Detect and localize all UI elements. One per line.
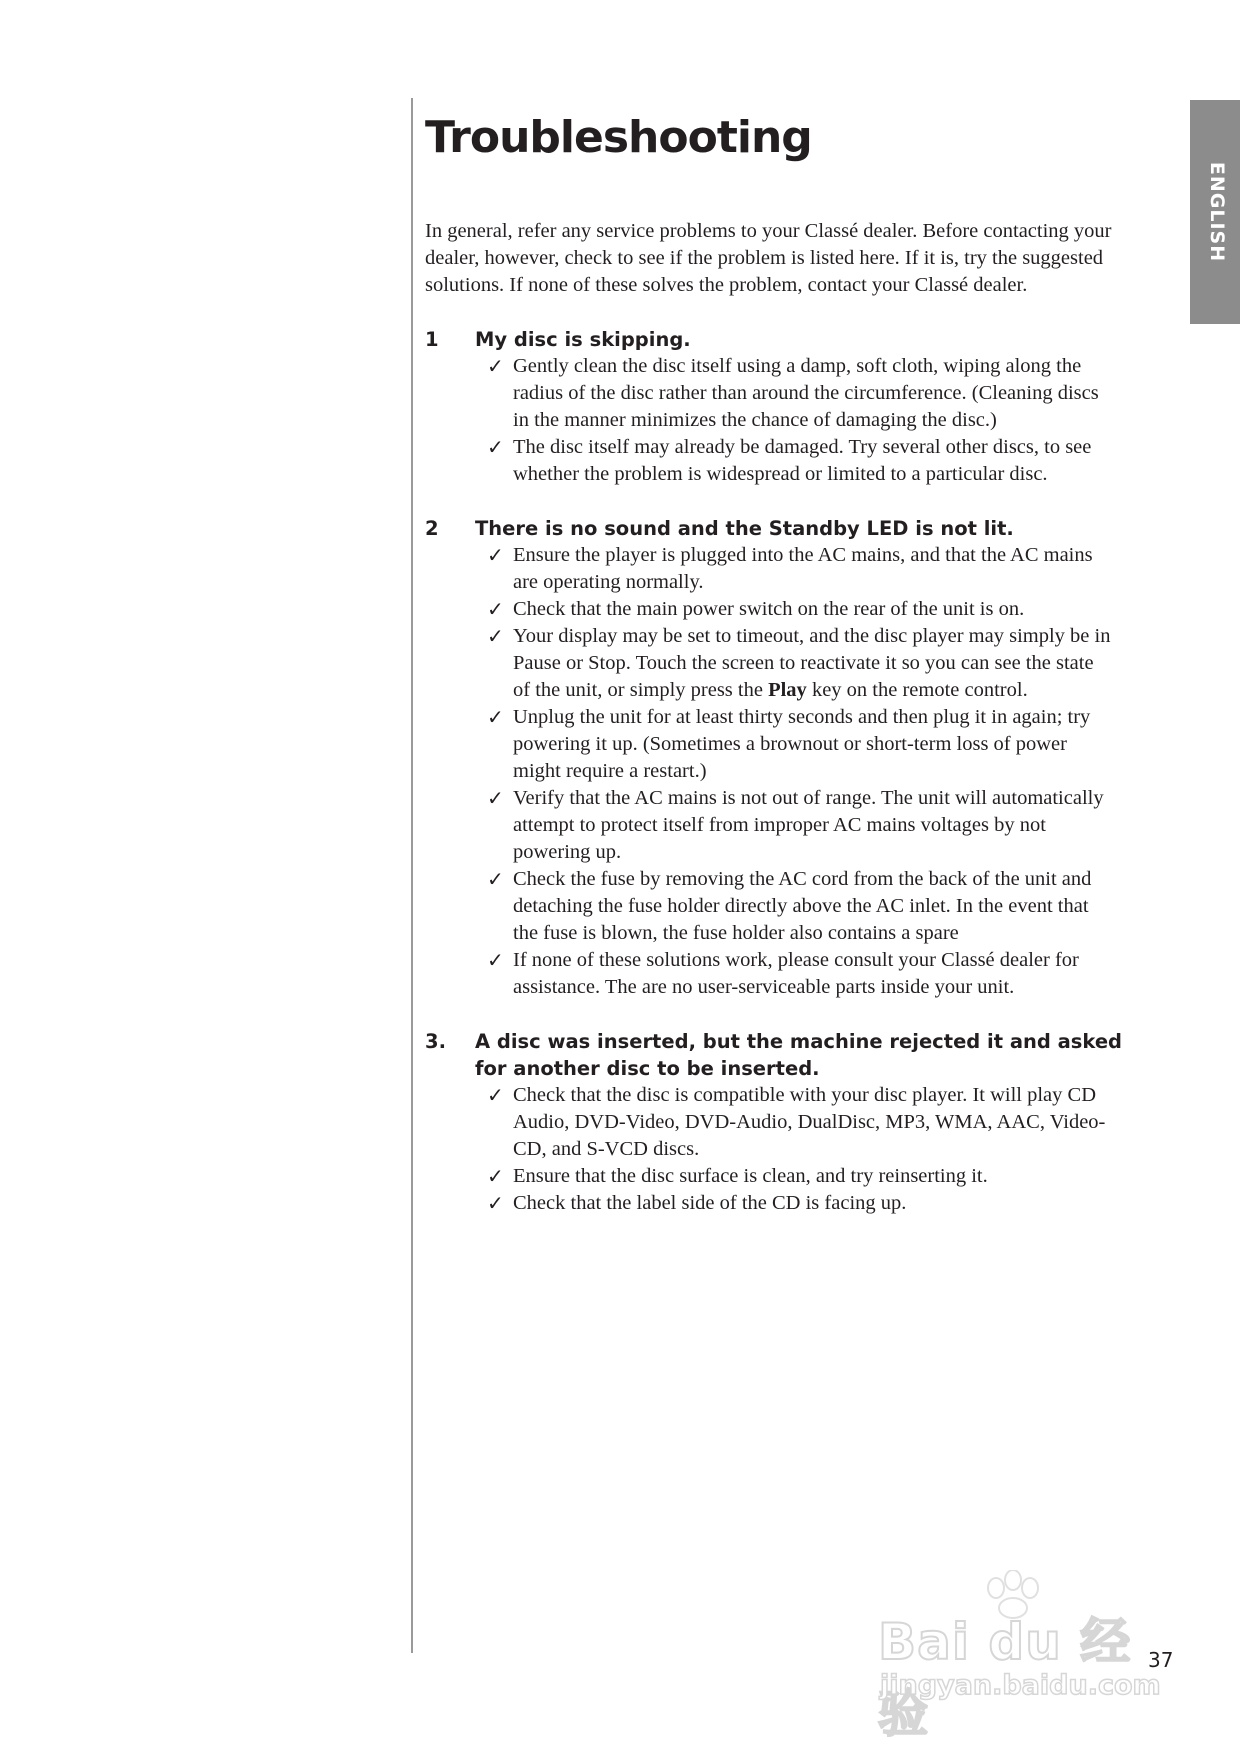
checkmark-icon: ✓ [487,597,504,621]
section-number: 2 [425,517,439,540]
section-number: 3. [425,1030,446,1053]
list-item-text: Ensure the player is plugged into the AC mains, and that the AC mains are operating normally. [513,544,1093,593]
list-item-text: Check that the disc is compatible with your disc player. It will play CD Audio, DVD-Video, DVD-Audio, DualDisc, MP3, WMA, AAC, Video-CD, and S-VCD discs. [513,1084,1106,1160]
checkmark-icon: ✓ [487,1191,504,1215]
section-disc-skipping [425,326,1145,488]
list-item [487,1190,1113,1217]
list-item [487,623,1113,704]
section-heading [425,326,1145,353]
list-item [487,1082,1113,1163]
checkmark-icon: ✓ [487,786,504,810]
list-item-text: Gently clean the disc itself using a damp, soft cloth, wiping along the radius of the disc rather than around the circumference. (Cleaning discs in the manner minimizes the chance of damaging the disc.) [513,355,1099,431]
list-item-text: Verify that the AC mains is not out of range. The unit will automatically attempt to protect itself from improper AC mains voltages by not powering up. [513,787,1104,863]
checkmark-icon: ✓ [487,867,504,891]
section-disc-rejected [425,1028,1145,1217]
list-item-text: Your display may be set to timeout, and the disc player may simply be in Pause or Stop. Touch the screen to reactivate it so you can see the state of the unit, or simply press the [513,625,1111,701]
list-item [487,947,1113,1001]
margin-rule [411,98,413,1653]
section-title: A disc was inserted, but the machine rejected it and asked for another disc to be inserted. [475,1030,1123,1080]
list-item [487,596,1113,623]
section-number: 1 [425,328,439,351]
language-tab [1190,100,1240,324]
page-number: 37 [1148,1648,1174,1672]
list-item [487,785,1113,866]
list-item [487,353,1113,434]
section-title: My disc is skipping. [475,328,691,351]
checkmark-icon: ✓ [487,1164,504,1188]
solution-list [425,353,1145,488]
intro-paragraph: In general, refer any service problems to your Classé dealer. Before contacting your dealer, however, check to see if the problem is listed here. If it is, try the suggested solutions. If none of these solves the problem, contact your Classé dealer. [425,220,1112,296]
watermark-brand: Bai du 经验 [878,1613,1132,1743]
list-item [487,866,1113,947]
main-content [425,108,1145,1217]
solution-list [425,542,1145,1001]
list-item [487,434,1113,488]
section-title: There is no sound and the Standby LED is not lit. [475,517,1014,540]
list-item [487,704,1113,785]
list-item-text: If none of these solutions work, please consult your Classé dealer for assistance. The are no user-serviceable parts inside your unit. [513,949,1079,998]
checkmark-icon: ✓ [487,1083,504,1107]
watermark-url: jingyan.baidu.com [880,1670,1161,1701]
section-no-sound [425,515,1145,1001]
list-item-text: Ensure that the disc surface is clean, and try reinserting it. [513,1165,988,1187]
list-item-text: Check that the label side of the CD is facing up. [513,1192,907,1214]
checkmark-icon: ✓ [487,705,504,729]
list-item-text-suffix: key on the remote control. [806,679,1028,701]
list-item-text: Check the fuse by removing the AC cord from the back of the unit and detaching the fuse holder directly above the AC inlet. In the event that the fuse is blown, the fuse holder also contains a spare [513,868,1092,944]
checkmark-icon: ✓ [487,543,504,567]
list-item [487,1163,1113,1190]
language-tab-label: ENGLISH [1206,161,1228,263]
solution-list [425,1082,1145,1217]
play-key-label: Play [768,679,807,701]
list-item-text: Check that the main power switch on the rear of the unit is on. [513,598,1025,620]
checkmark-icon: ✓ [487,624,504,648]
baidu-watermark [878,1570,1178,1743]
checkmark-icon: ✓ [487,948,504,972]
list-item-text: Unplug the unit for at least thirty seconds and then plug it in again; try powering it up. (Sometimes a brownout or short-term loss of power might require a restart.) [513,706,1091,782]
section-heading [425,515,1145,542]
list-item-text: The disc itself may already be damaged. Try several other discs, to see whether the problem is widespread or limited to a particular disc. [513,436,1092,485]
list-item [487,542,1113,596]
section-heading [425,1028,1145,1082]
page-title: Troubleshooting [425,112,812,163]
checkmark-icon: ✓ [487,435,504,459]
checkmark-icon: ✓ [487,354,504,378]
